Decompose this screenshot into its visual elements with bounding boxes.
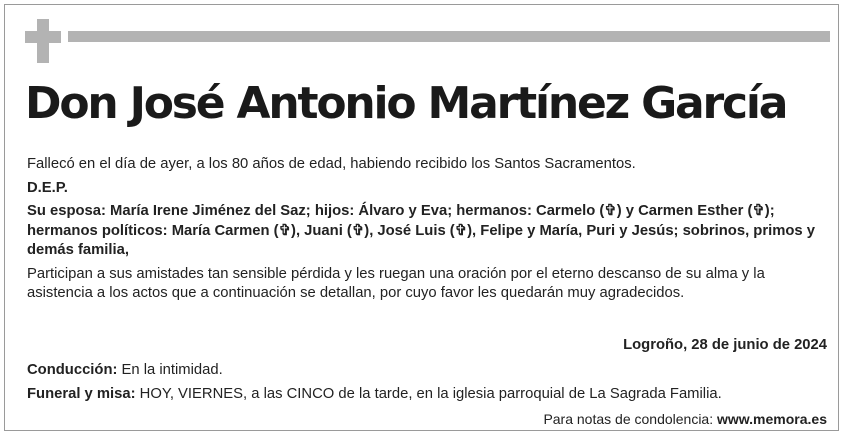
deceased-name: Don José Antonio Martínez García xyxy=(25,78,787,129)
header-rule xyxy=(68,31,830,42)
notice-body xyxy=(27,155,827,430)
deceased-cross-icon: ✞ xyxy=(278,222,292,239)
cross-icon xyxy=(25,19,61,63)
deceased-cross-icon: ✞ xyxy=(351,222,365,239)
deceased-cross-icon: ✞ xyxy=(454,222,468,239)
funeral-line xyxy=(27,385,827,405)
obituary-notice xyxy=(4,4,839,431)
request-text: Participan a sus amistades tan sensible pérdida y les ruegan una oración por el eterno descanso de su alma y la asistencia a los actos que a continuación se detallan, por cuyo favor les quedarán muy agradecidos. xyxy=(27,265,765,301)
condolence-label: Para notas de condolencia: xyxy=(543,411,718,427)
death-statement: Fallecó en el día de ayer, a los 80 años de edad, habiendo recibido los Santos Sacramentos. xyxy=(27,156,636,172)
conduction-line xyxy=(27,361,827,381)
condolence-website: www.memora.es xyxy=(717,411,827,427)
rip-line: D.E.P. xyxy=(27,179,68,196)
funeral-text: HOY, VIERNES, a las CINCO de la tarde, en la iglesia parroquial de La Sagrada Familia. xyxy=(135,385,722,402)
deceased-cross-icon: ✞ xyxy=(752,203,765,219)
family-list: Su esposa: María Irene Jiménez del Saz; hijos: Álvaro y Eva; hermanos: Carmelo (✞) y Carmen Esther (✞); hermanos políticos: María Carmen (✞), Juani (✞), José Luis (✞), Felipe y María, Puri y Jesús; sobrinos, primos y demás familia, xyxy=(27,203,815,258)
conduction-text: En la intimidad. xyxy=(117,362,223,378)
funeral-label: Funeral y misa: xyxy=(27,385,136,402)
place-date: Logroño, 28 de junio de 2024 xyxy=(623,336,827,353)
conduction-label: Conducción: xyxy=(27,362,118,378)
condolence-line xyxy=(27,410,827,430)
deceased-cross-icon: ✞ xyxy=(604,203,617,219)
